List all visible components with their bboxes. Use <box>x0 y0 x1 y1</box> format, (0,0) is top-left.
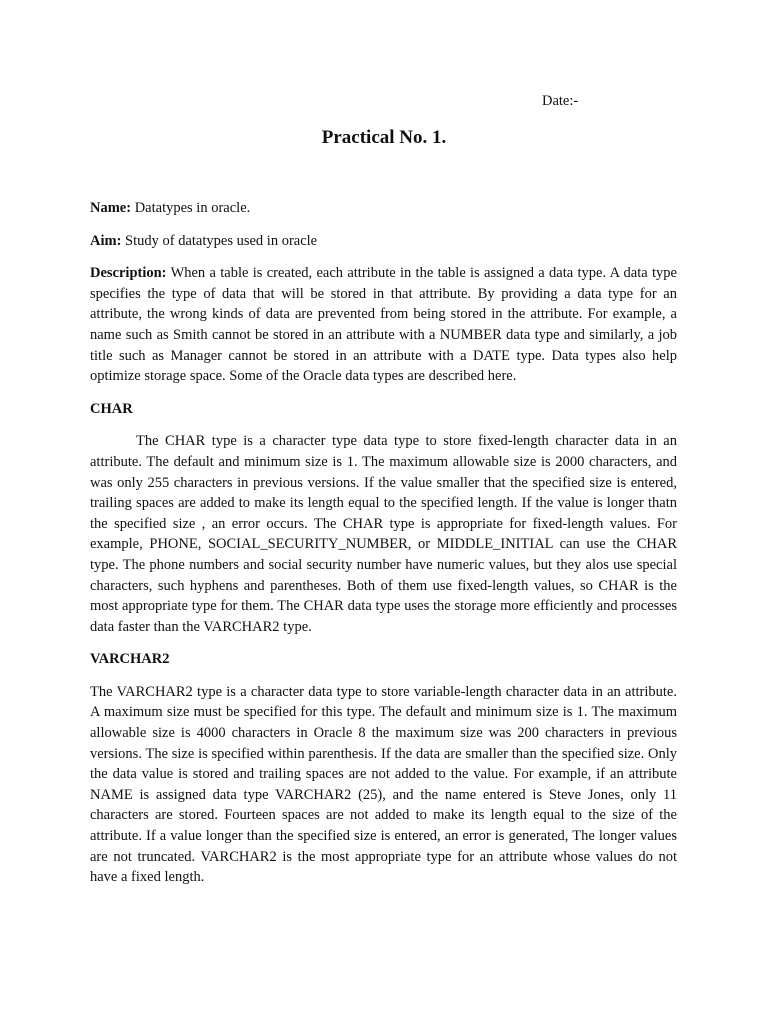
description-label: Description: <box>90 265 167 282</box>
description-paragraph <box>90 263 677 387</box>
varchar2-heading: VARCHAR2 <box>90 651 170 668</box>
document-body <box>90 198 677 900</box>
aim-label: Aim: <box>90 232 122 249</box>
name-label: Name: <box>90 200 132 216</box>
description-text: When a table is created, each attribute in the table is assigned a data type. A data type specifies the type of data that will be stored in that attribute. By providing a data type for an attribute, the wrong kinds of data are prevented from being stored in the attribute. For example, a name such as Smith cannot be stored in an attribute with a NUMBER data type and similarly, a job title such as Manager cannot be stored in an attribute with a DATE type. Data types also help optimize storage space. Some of the Oracle data types are described here. <box>90 265 677 385</box>
name-field <box>90 198 677 219</box>
aim-value: Study of datatypes used in oracle <box>125 232 318 249</box>
date-label: Date:- <box>542 93 579 109</box>
char-paragraph: The CHAR type is a character type data type to store fixed-length character data in an attribute. The default and minimum size is 1. The maximum allowable size is 2000 characters, and was only 255 characters in previous versions. If the value smaller that the specified size is entered, trailing spaces are added to make its length equal to the specified length. If the value is longer thatn the specified size , an error occurs. The CHAR type is appropriate for fixed-length values. For example, PHONE, SOCIAL_SECURITY_NUMBER, or MIDDLE_INITIAL can use the CHAR type. The phone numbers and social security number have numeric values, but they alos use special characters, such hyphens and parentheses. Both of them use fixed-length values, so CHAR is the most appropriate type for them. The CHAR data type uses the storage more efficiently and processes data faster than the VARCHAR2 type. <box>90 433 677 635</box>
aim-field <box>90 231 677 252</box>
varchar2-paragraph: The VARCHAR2 type is a character data type to store variable-length character data in an attribute. A maximum size must be specified for this type. The default and minimum size is 1. The maximum allowable size is 4000 characters in Oracle 8 the maximum size was 200 characters in previous versions. The size is specified within parenthesis. If the data are smaller than the specified size. Only the data value is stored and trailing spaces are not added to the value. For example, if an attribute NAME is assigned data type VARCHAR2 (25), and the name entered is Steve Jones, only 11 characters are stored. Fourteen spaces are not added to make its length equal to the size of the attribute. If a value longer than the specified size is entered, an error is generated, The longer values are not truncated. VARCHAR2 is the most appropriate type for an attribute whose values do not have a fixed length. <box>90 683 677 886</box>
name-value: Datatypes in oracle. <box>134 200 251 216</box>
char-heading: CHAR <box>90 400 133 417</box>
page-title: Practical No. 1. <box>321 127 447 148</box>
